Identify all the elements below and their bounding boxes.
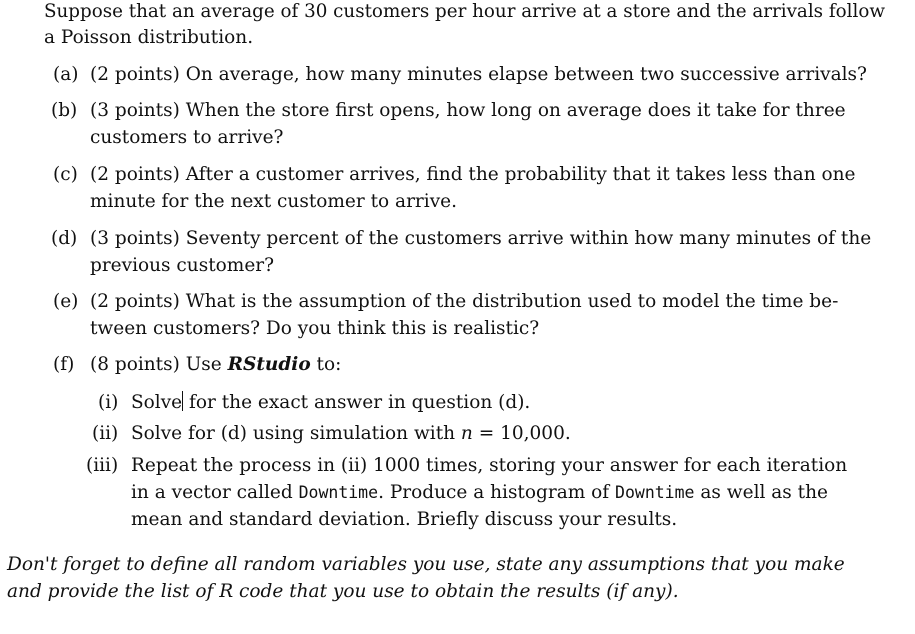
code-downtime: Downtime: [298, 483, 379, 502]
rstudio-emphasis: RStudio: [227, 354, 311, 375]
footer-note-line-2: and provide the list of R code that you use to obtain the results (if any).: [7, 581, 679, 602]
subpart-iii-text-b: . Produce a histogram of: [378, 482, 616, 503]
part-f-suffix: to:: [310, 354, 342, 375]
subpart-i-text-a: Solve: [131, 392, 183, 413]
intro-line-1: Suppose that an average of 30 customers per hour arrive at a store and the arrivals follow: [44, 1, 886, 22]
part-f-line-1: [90, 353, 341, 377]
part-a-label: (a): [53, 64, 79, 85]
part-a-line-1: (2 points) On average, how many minutes elapse between two successive arrivals?: [90, 64, 867, 85]
part-e-label: (e): [53, 291, 79, 312]
subpart-iii-text-c: as well as the: [694, 482, 828, 503]
subpart-iii-label: (iii): [86, 455, 119, 476]
variable-n: n: [460, 423, 473, 444]
part-d-line-2: previous customer?: [90, 255, 275, 276]
subpart-ii-label: (ii): [92, 423, 119, 444]
part-c-line-2: minute for the next customer to arrive.: [90, 191, 457, 212]
subpart-iii-line-2: [131, 481, 828, 505]
part-e-line-1: (2 points) What is the assumption of the distribution used to model the time be-: [90, 291, 839, 312]
part-b-line-2: customers to arrive?: [90, 127, 284, 148]
subpart-i-text-b: for the exact answer in question (d).: [183, 392, 531, 413]
subpart-iii-text-a: in a vector called: [131, 482, 299, 503]
intro-line-2: a Poisson distribution.: [44, 27, 254, 48]
code-downtime-2: Downtime: [615, 483, 695, 502]
part-c-line-1: (2 points) After a customer arrives, find the probability that it takes less than one: [90, 164, 856, 185]
subpart-iii-line-1: Repeat the process in (ii) 1000 times, storing your answer for each iteration: [131, 455, 848, 476]
subpart-iii-line-3: mean and standard deviation. Briefly discuss your results.: [131, 509, 678, 530]
part-b-label: (b): [51, 100, 78, 121]
footer-note-line-1: Don't forget to define all random variables you use, state any assumptions that you make: [7, 554, 845, 575]
subpart-i-label: (i): [98, 392, 119, 413]
part-d-line-1: (3 points) Seventy percent of the customers arrive within how many minutes of the: [90, 228, 872, 249]
part-e-line-2: tween customers? Do you think this is realistic?: [90, 318, 540, 339]
subpart-i-line: [131, 391, 530, 415]
subpart-ii-line: [131, 422, 571, 446]
subpart-ii-text-a: Solve for (d) using simulation with: [131, 423, 461, 444]
part-f-prefix: (8 points) Use: [90, 354, 228, 375]
part-c-label: (c): [53, 164, 78, 185]
part-f-label: (f): [53, 354, 75, 375]
part-b-line-1: (3 points) When the store first opens, how long on average does it take for three: [90, 100, 846, 121]
subpart-ii-text-b: = 10,000.: [472, 423, 571, 444]
part-d-label: (d): [51, 228, 78, 249]
